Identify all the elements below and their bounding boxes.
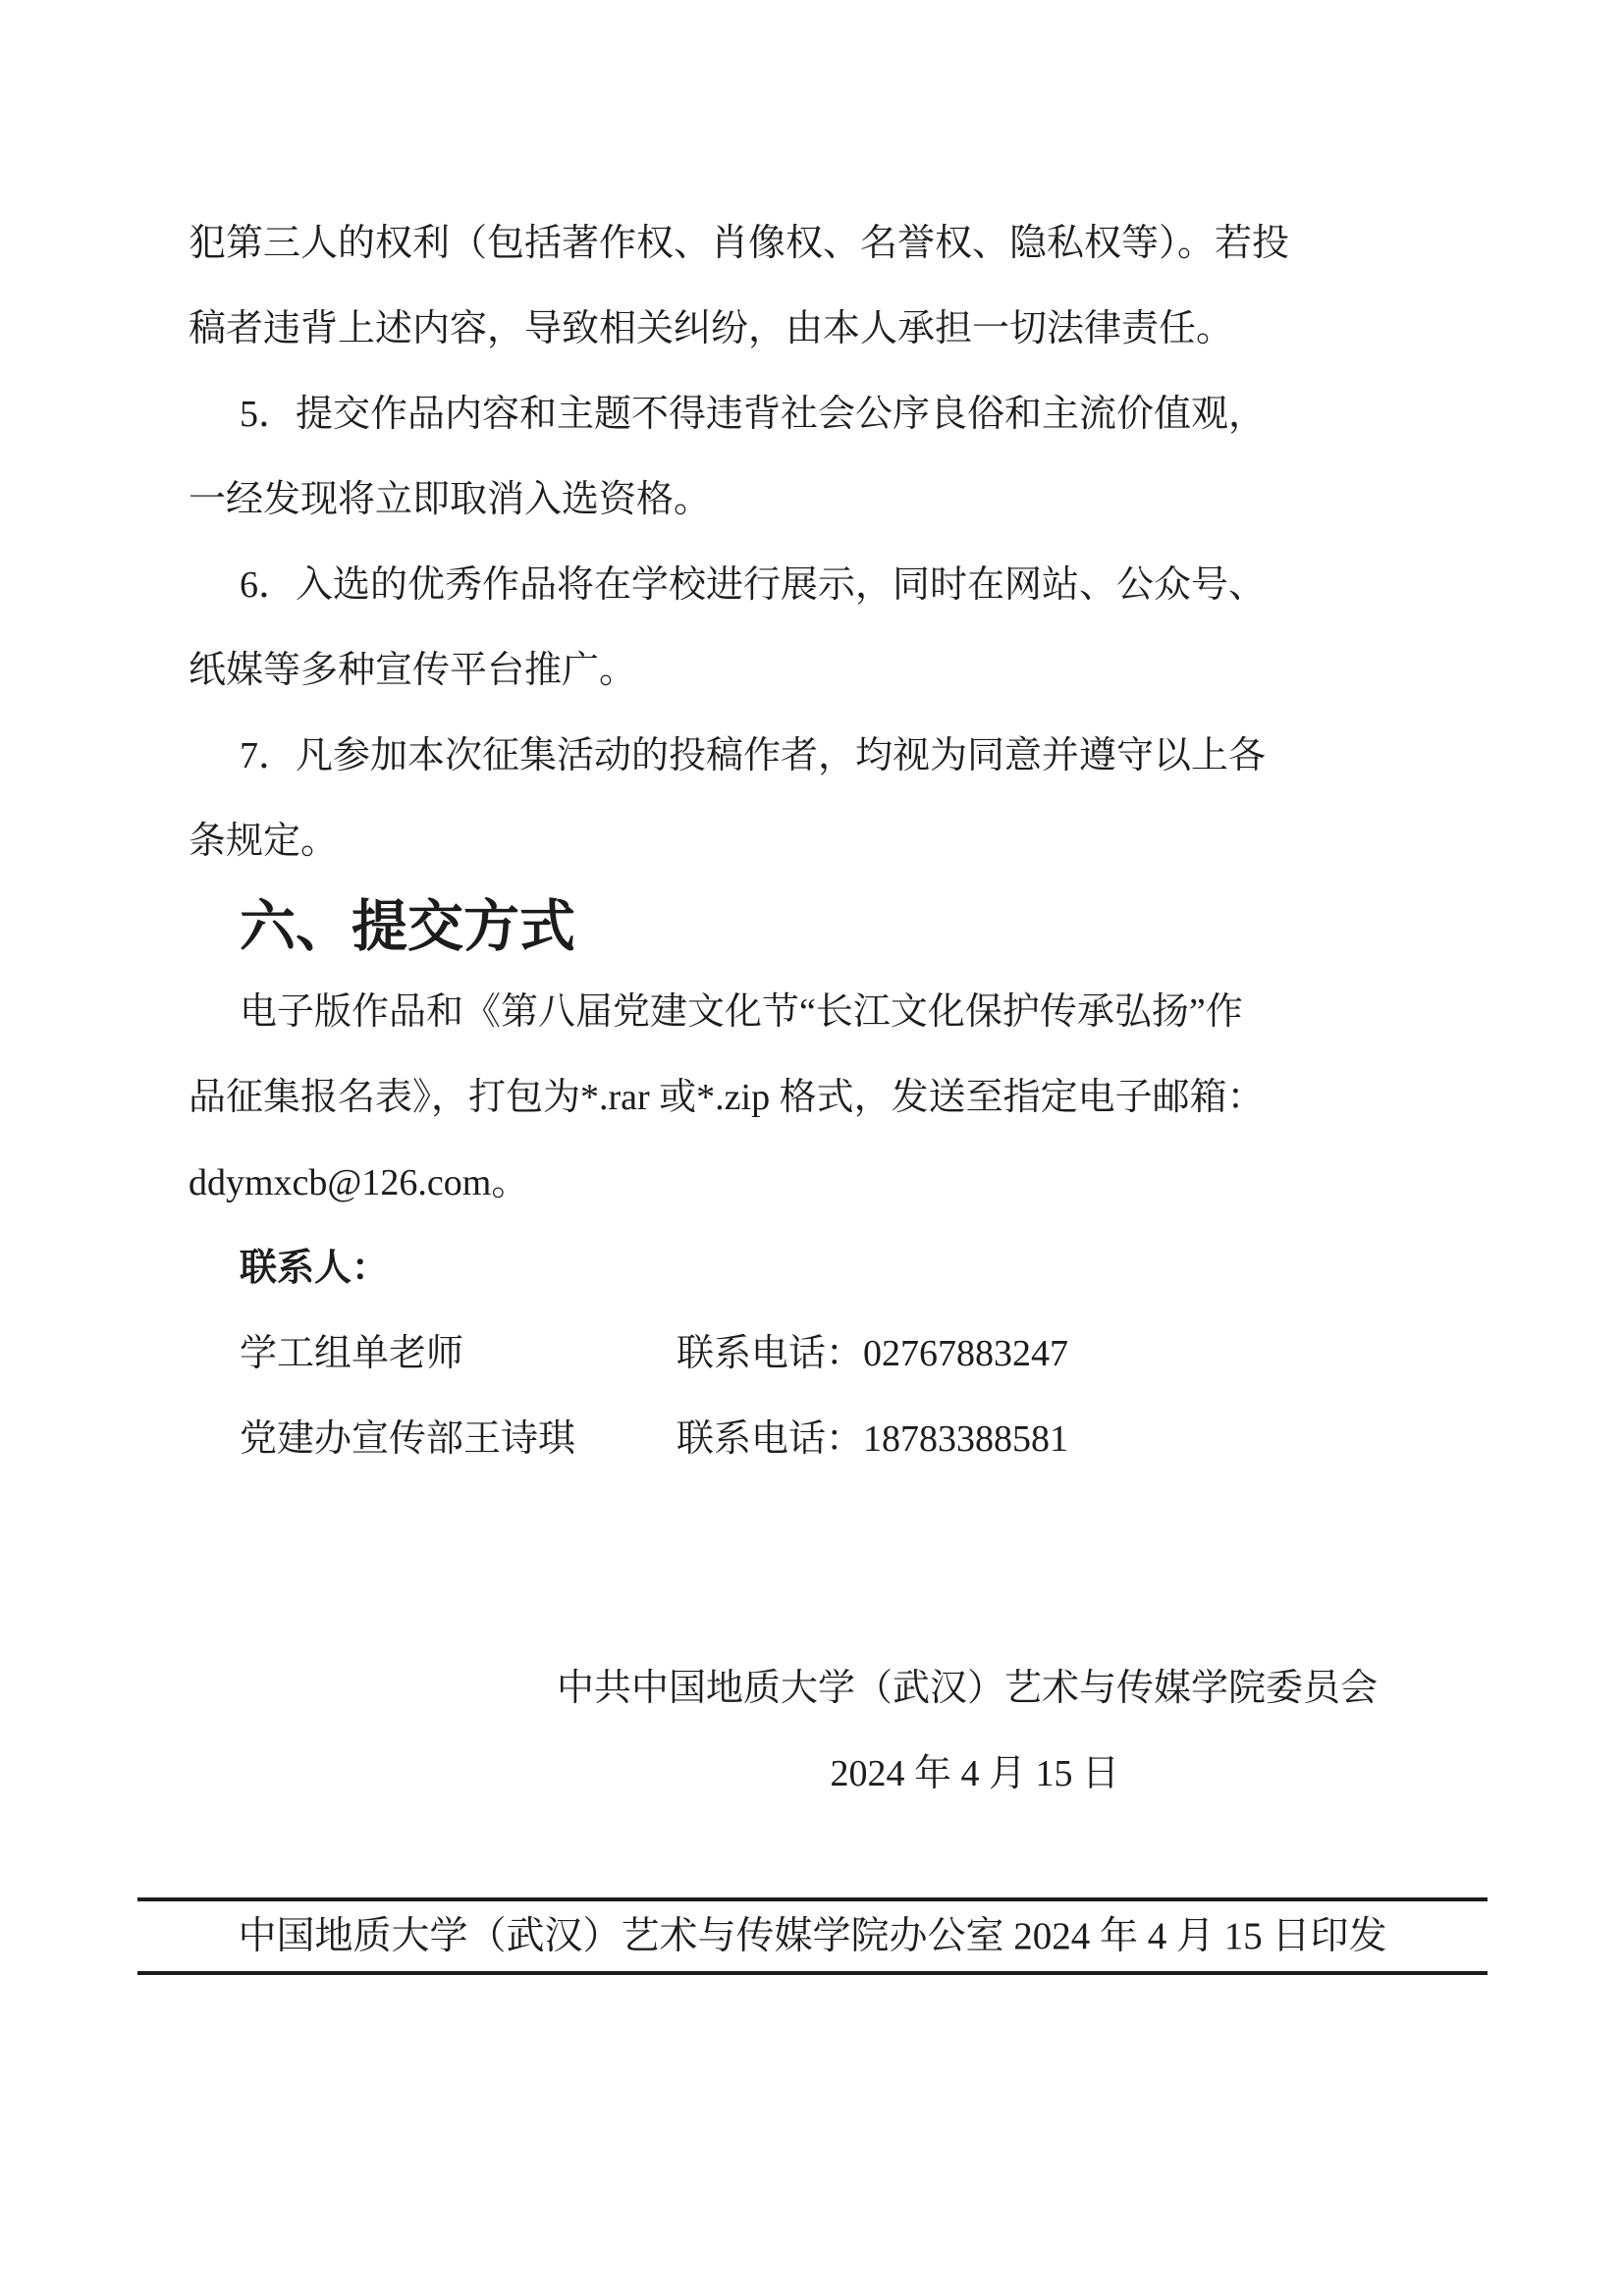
- signature-organization: 中共中国地质大学（武汉）艺术与传媒学院委员会: [556, 1668, 1378, 1709]
- contact-phone-label-1: 联系电话：: [677, 1333, 864, 1374]
- contacts-label: 联系人：: [240, 1248, 390, 1289]
- clause4-carryover-line-2: 稿者违背上述内容，导致相关纠纷，由本人承担一切法律责任。: [189, 308, 1234, 349]
- item-6-line-1: 6．入选的优秀作品将在学校进行展示，同时在网站、公众号、: [240, 564, 1267, 606]
- contact-name-1: 学工组单老师: [240, 1333, 464, 1374]
- contact-phone-1: [677, 1311, 1068, 1397]
- contact-phone-number-1: 02767883247: [863, 1333, 1069, 1374]
- contact-phone-2: [677, 1397, 1068, 1482]
- imprint-footer: [137, 1897, 1488, 1975]
- item-6-line-2: 纸媒等多种宣传平台推广。: [189, 650, 637, 691]
- submission-line-2: 品征集报名表》，打包为*.rar 或*.zip 格式，发送至指定电子邮箱：: [189, 1077, 1265, 1118]
- contact-row-1: [240, 1311, 1467, 1397]
- submission-email: ddymxcb@126.com。: [189, 1162, 529, 1203]
- imprint-text: 中国地质大学（武汉）艺术与传媒学院办公室 2024 年 4 月 15 日印发: [238, 1915, 1387, 1957]
- section-heading-submission-method: 六、提交方式: [240, 896, 575, 958]
- clause4-carryover-line-1: 犯第三人的权利（包括著作权、肖像权、名誉权、隐私权等）。若投: [189, 223, 1290, 264]
- item-7-line-2: 条规定。: [189, 821, 339, 862]
- signature-date: 2024 年 4 月 15 日: [830, 1753, 1119, 1794]
- item-7-line-1: 7．凡参加本次征集活动的投稿作者，均视为同意并遵守以上各: [240, 735, 1267, 776]
- imprint-bottom-rule: [137, 1971, 1488, 1975]
- contact-row-2: [240, 1397, 1467, 1482]
- item-5-line-1: 5．提交作品内容和主题不得违背社会公序良俗和主流价值观，: [240, 394, 1267, 435]
- contact-phone-label-2: 联系电话：: [677, 1418, 864, 1460]
- contact-phone-number-2: 18783388581: [863, 1418, 1069, 1460]
- submission-line-1: 电子版作品和《第八届党建文化节“长江文化保护传承弘扬”作: [240, 991, 1243, 1033]
- contact-name-2: 党建办宣传部王诗琪: [240, 1418, 576, 1460]
- item-5-line-2: 一经发现将立即取消入选资格。: [189, 479, 712, 520]
